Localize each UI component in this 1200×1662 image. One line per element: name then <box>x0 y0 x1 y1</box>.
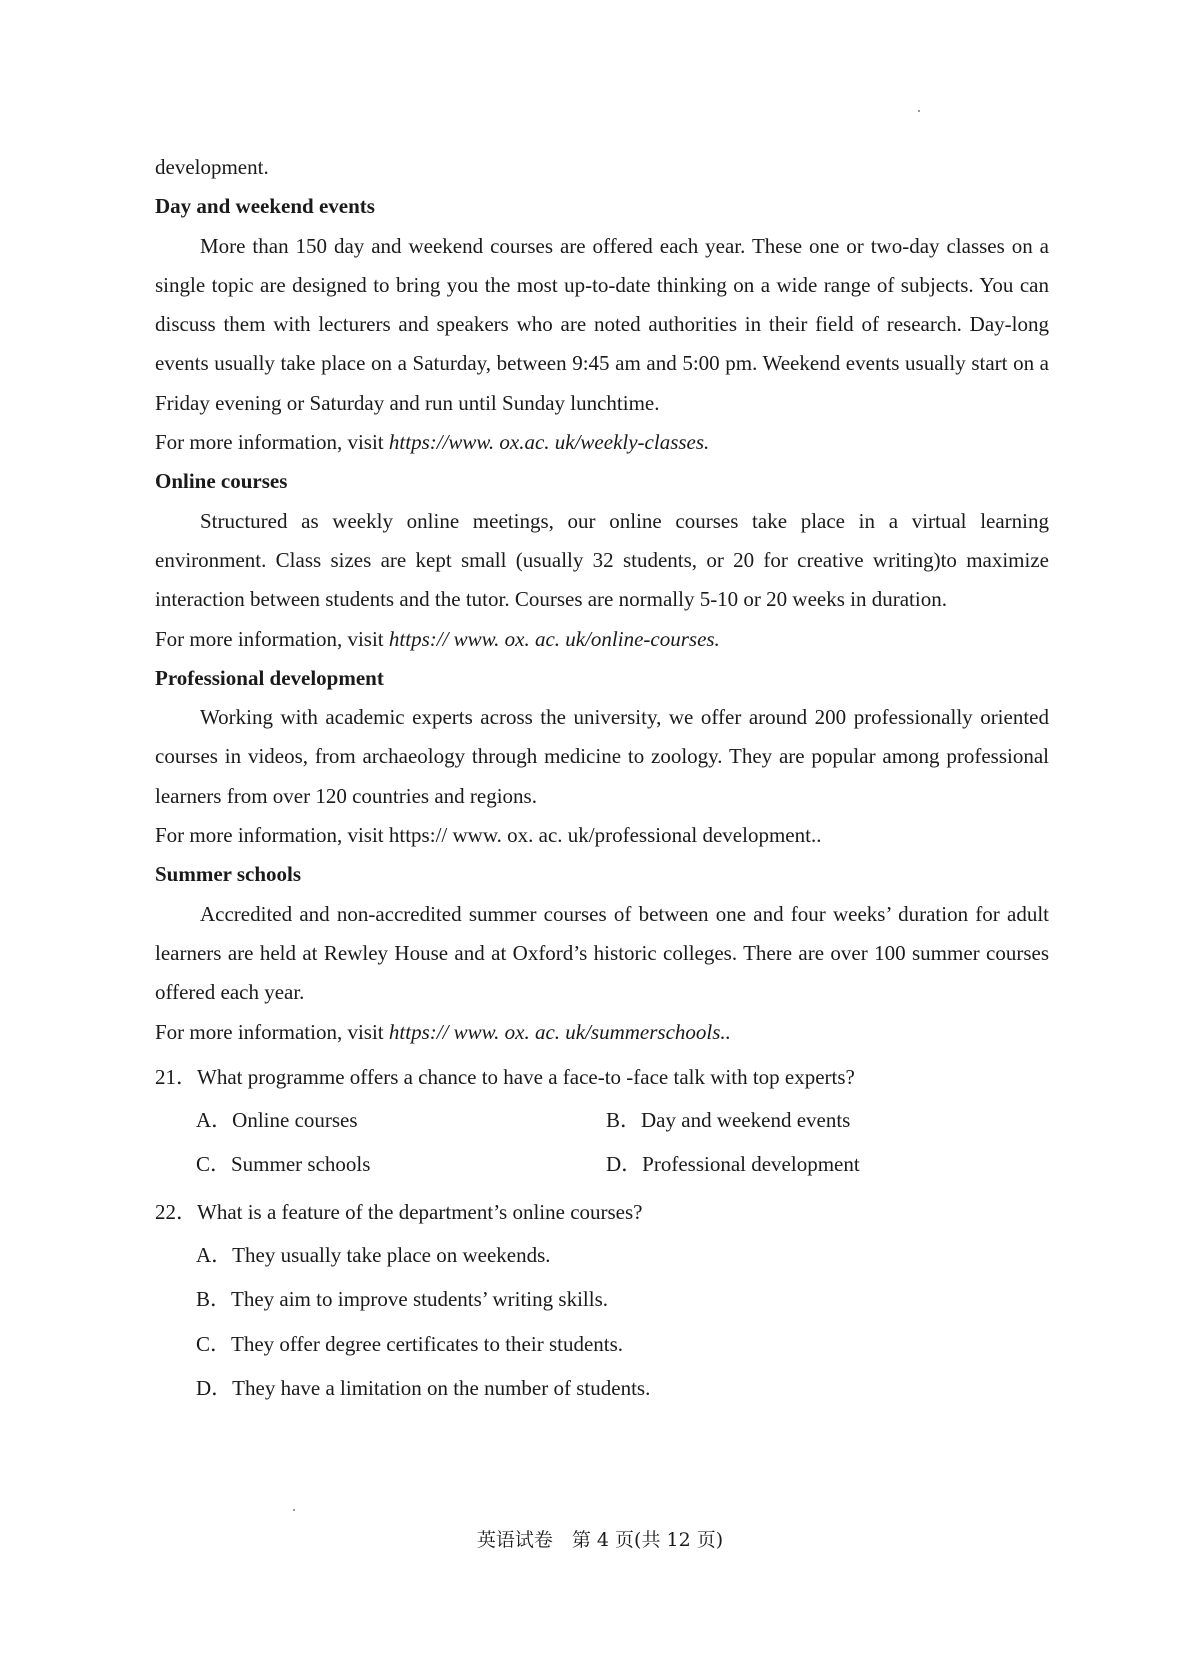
option-21-b: B．Day and weekend events <box>606 1107 851 1132</box>
question-number: 22． <box>155 1199 197 1224</box>
section-heading-professional: Professional development <box>155 665 384 690</box>
info-line-summer <box>155 1013 1049 1052</box>
info-prefix: For more information, visit <box>155 626 389 651</box>
info-prefix: For more information, visit <box>155 1019 389 1044</box>
scan-speck <box>918 110 920 112</box>
question-number: 21． <box>155 1064 197 1089</box>
info-line-online <box>155 620 1049 659</box>
option-21-d: D．Professional development <box>606 1152 860 1177</box>
option-22-b: B．They aim to improve students’ writing skills. <box>196 1287 608 1312</box>
intro-tail: development. <box>155 155 269 179</box>
question-21 <box>155 1056 1049 1098</box>
option-21-c: C．Summer schools <box>196 1152 371 1177</box>
section-heading-day: Day and weekend events <box>155 194 375 219</box>
question-text: What is a feature of the department’s online courses? <box>197 1199 643 1224</box>
question-text: What programme offers a chance to have a face-to -face talk with top experts? <box>197 1064 855 1089</box>
url-summer: https:// www. ox. ac. uk/summerschools.. <box>388 1019 731 1044</box>
section-heading-online: Online courses <box>155 469 288 494</box>
section-para-summer: Accredited and non-accredited summer courses of between one and four weeks’ duration for adult learners are held at Rewley House and at Oxford’s historic colleges. There are over 100 summer courses offered each year. <box>155 901 1049 1005</box>
url-day: https://www. ox.ac. uk/weekly-classes. <box>388 430 710 455</box>
scan-speck <box>293 1509 295 1511</box>
option-22-c: C．They offer degree certificates to their students. <box>196 1331 624 1356</box>
info-line-professional: For more information, visit https:// www. ox. ac. uk/professional development.. <box>155 823 822 848</box>
question-22 <box>155 1191 1049 1233</box>
section-heading-summer: Summer schools <box>155 862 302 887</box>
info-line-day <box>155 423 1049 462</box>
info-prefix: For more information, visit <box>155 430 389 455</box>
section-para-professional: Working with academic experts across the university, we offer around 200 professionally oriented courses in videos, from archaeology through medicine to zoology. They are popular among professional learners from over 120 countries and regions. <box>155 705 1049 808</box>
url-online: https:// www. ox. ac. uk/online-courses. <box>388 626 720 651</box>
section-para-online: Structured as weekly online meetings, our online courses take place in a virtual learning environment. Class sizes are kept small (usually 32 students, or 20 for creative writing)to maximize interaction between students and the tutor. Courses are normally 5-10 or 20 weeks in duration. <box>155 508 1049 612</box>
options-22 <box>155 1233 1049 1411</box>
section-para-day: More than 150 day and weekend courses are offered each year. These one or two-day classes on a single topic are designed to bring you the most up-to-date thinking on a wide range of subjects. You can discuss them with lecturers and speakers who are noted authorities in their field of research. Day-long events usually take place on a Saturday, between 9:45 am and 5:00 pm. Weekend events usually start on a Friday evening or Saturday and run until Sunday lunchtime. <box>155 233 1049 415</box>
option-22-a: A．They usually take place on weekends. <box>196 1242 551 1267</box>
option-21-a: A．Online courses <box>196 1107 358 1132</box>
option-22-d: D．They have a limitation on the number of students. <box>196 1376 651 1401</box>
page-footer: 英语试卷 第 4 页(共 12 页) <box>476 1529 724 1551</box>
exam-page <box>155 148 1049 1411</box>
options-21 <box>155 1098 1049 1187</box>
